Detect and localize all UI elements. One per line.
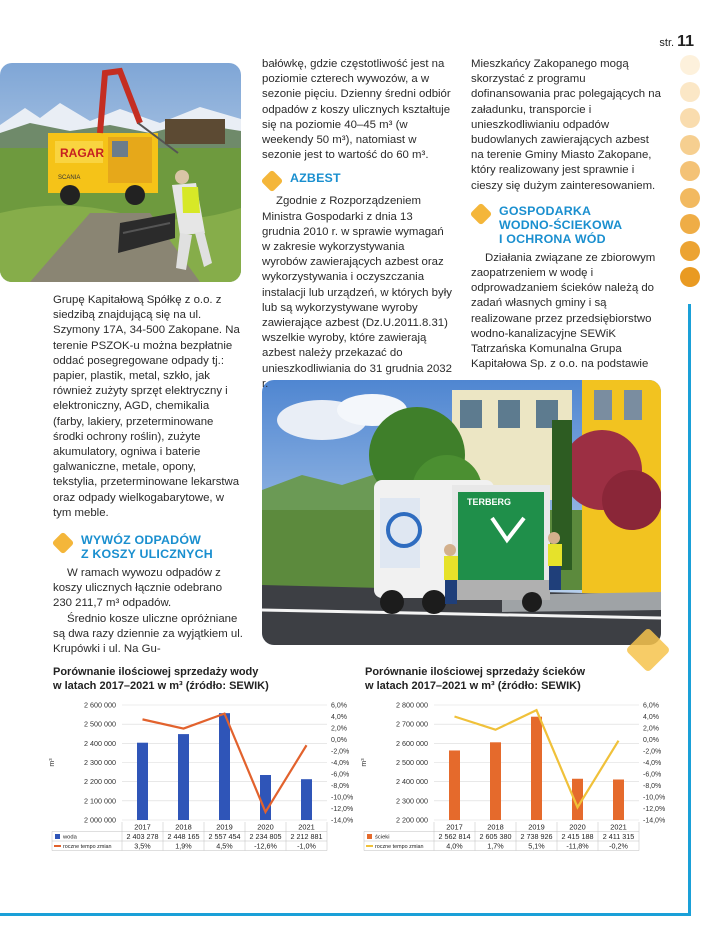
chart-water-title-line2: w latach 2017–2021 w m³ (źródło: SEWIK): [53, 680, 269, 692]
y-tick-label: 2 200 000: [396, 815, 428, 825]
x-tick-label: 2019: [528, 822, 545, 832]
line-value-label: 3,5%: [134, 841, 151, 851]
heading-water-line1: GOSPODARKA: [499, 203, 592, 218]
y2-tick-label: 2,0%: [643, 725, 659, 733]
bar-value-label: 2 605 380: [479, 832, 512, 841]
y2-tick-label: -8,0%: [643, 783, 662, 790]
bar: [613, 779, 624, 820]
diamond-icon: [261, 170, 284, 193]
y2-tick-label: -10,0%: [643, 794, 666, 802]
line-value-label: 5,1%: [528, 841, 545, 851]
line-value-label: -0,2%: [609, 841, 628, 851]
y2-tick-label: -4,0%: [331, 760, 350, 767]
decorative-dot: [680, 188, 700, 208]
y2-tick-label: -12,0%: [331, 806, 354, 813]
y2-tick-label: -4,0%: [643, 760, 662, 767]
y2-tick-label: 2,0%: [331, 725, 347, 733]
y-axis-label: m³: [361, 758, 368, 767]
heading-street-bins: [53, 533, 243, 561]
bar-value-label: 2 557 454: [208, 832, 241, 841]
legend-label-line: roczne tempo zmian: [63, 844, 112, 851]
y-tick-label: 2 600 000: [396, 738, 428, 748]
bar: [449, 750, 460, 820]
col1-paragraph-1: Grupę Kapitałową Spółkę z o.o. z siedzibą znajdującą się na ul. Szymony 17A, 34-500 Zakopane. Na terenie PSZOK-u można bezpłatnie oddać posegregowane odpady tj.: papier, plastik, metal, szkło, jak również zużyty sprzęt elektryczny i elektroniczny, AGD, chemikalia (farby, lakiery, przeterminowane środki ochrony roślin), zużyte akumulatory, ogniwa i baterie galwaniczne, metale, opony, tekstylia, przeterminowane lekarstwa oraz odpady wielkogabarytowe, w tym meble.: [53, 294, 240, 519]
x-tick-label: 2021: [610, 822, 627, 832]
line-value-label: -1,0%: [297, 841, 316, 851]
bar: [219, 713, 230, 820]
bar-value-label: 2 212 881: [290, 832, 323, 841]
garbage-truck-photo: [262, 380, 661, 645]
ragar-text: RAGAR: [60, 146, 104, 160]
heading-water-line2: WODNO-ŚCIEKOWA: [499, 217, 623, 232]
y2-tick-label: -12,0%: [643, 806, 666, 813]
x-tick-label: 2018: [487, 822, 504, 832]
x-tick-label: 2017: [446, 822, 463, 832]
column-2: [262, 57, 452, 392]
line-value-label: 1,7%: [487, 841, 504, 851]
chart-sewage-title: [365, 665, 585, 693]
line-value-label: -11,8%: [566, 841, 589, 851]
line-value-label: -12,6%: [254, 841, 277, 851]
bar: [301, 779, 312, 820]
chart-sewage-title-line1: Porównanie ilościowej sprzedaży ścieków: [365, 666, 586, 678]
chart-sewage-title-line2: w latach 2017–2021 w m³ (źródło: SEWIK): [365, 680, 581, 692]
y2-tick-label: -14,0%: [643, 817, 666, 825]
x-tick-label: 2020: [257, 822, 274, 832]
y2-tick-label: 0,0%: [331, 737, 347, 744]
y2-tick-label: -2,0%: [643, 748, 662, 756]
bar: [137, 743, 148, 820]
chart-water: [40, 697, 365, 857]
decorative-dot: [680, 108, 700, 128]
x-tick-label: 2017: [134, 822, 151, 832]
y-tick-label: 2 300 000: [84, 758, 116, 767]
heading-street-bins-line2: Z KOSZY ULICZNYCH: [81, 547, 213, 562]
col3-paragraph-2: Działania związane ze zbiorowym zaopatrzeniem w wodę i odprowadzaniem ścieków należą do zadań własnych gminy i są realizowane przez przedsiębiorstwo wodno-kanalizacyjne SEWiK Tatrzańska Komunalna Grupa Kapitałowa Sp. z o.o. na podstawie: [471, 251, 656, 371]
y2-tick-label: 4,0%: [331, 714, 347, 721]
chart-water-title-line1: Porównanie ilościowej sprzedaży wody: [53, 666, 259, 678]
decorative-dot: [680, 135, 700, 155]
y-tick-label: 2 700 000: [396, 719, 428, 729]
accent-line-bottom: [0, 913, 691, 916]
y2-tick-label: 4,0%: [643, 714, 659, 721]
y2-tick-label: -2,0%: [331, 748, 350, 756]
y2-tick-label: -10,0%: [331, 794, 354, 802]
col2-paragraph-1: bałówkę, gdzie częstotliwość jest na poziomie czterech wywozów, a w sezonie pięciu. Dzienny średni odbiór odpadów z koszy ulicznych kształtuje się na poziomie 40–45 m³ (w weekendy 50 m³), natomiast w sezonie jest to wartość do 60 m³.: [262, 58, 451, 162]
y-tick-label: 2 500 000: [396, 758, 428, 767]
x-tick-label: 2021: [298, 822, 315, 832]
chart-water-title: [53, 665, 269, 693]
y-tick-label: 2 600 000: [84, 700, 116, 710]
y-tick-label: 2 400 000: [396, 777, 428, 787]
heading-asbestos-text: AZBEST: [290, 171, 341, 186]
y-axis-label: m³: [49, 758, 56, 767]
bar-value-label: 2 738 926: [520, 832, 553, 841]
decorative-dot: [680, 55, 700, 75]
y2-tick-label: -8,0%: [331, 783, 350, 790]
heading-water-line3: I OCHRONA WÓD: [499, 231, 606, 246]
y-tick-label: 2 100 000: [84, 796, 116, 806]
decorative-dot: [680, 82, 700, 102]
y-tick-label: 2 300 000: [396, 796, 428, 806]
decorative-dot: [680, 161, 700, 181]
legend-swatch-bar: [367, 834, 372, 839]
diamond-icon: [470, 203, 493, 226]
y-tick-label: 2 800 000: [396, 700, 428, 710]
line-value-label: 1,9%: [175, 841, 192, 851]
decorative-dot: [680, 214, 700, 234]
column-3: [471, 57, 661, 372]
y2-tick-label: -6,0%: [331, 771, 350, 779]
col1-paragraph-3: Średnio kosze uliczne opróżniane są dwa razy dziennie za wyjątkiem ul. Krupówki i ul. Na Gu-: [53, 612, 243, 656]
bar-value-label: 2 448 165: [167, 832, 200, 841]
x-tick-label: 2019: [216, 822, 233, 832]
decorative-dot: [680, 241, 700, 261]
bar-value-label: 2 562 814: [438, 832, 471, 841]
page-prefix: str.: [659, 37, 675, 49]
decorative-dots: [680, 55, 700, 294]
heading-asbestos: [262, 171, 452, 189]
y-tick-label: 2 000 000: [84, 815, 116, 825]
heading-water-management: [471, 204, 661, 246]
legend-swatch-bar: [55, 834, 60, 839]
legend-label-bar: ścieki: [375, 834, 390, 841]
decorative-dot: [680, 267, 700, 287]
scania-text: SCANIA: [58, 175, 81, 181]
col2-paragraph-2: Zgodnie z Rozporządzeniem Ministra Gospodarki z dnia 13 grudnia 2010 r. w sprawie wymagań w zakresie wykorzystywania wyrobów zawierających azbest oraz wykorzystywania i oczyszczania instalacji lub urządzeń, w których były lub są wykorzystywane wyroby zawierające azbest (Dz.U.2011.8.31) wszelkie wyroby, które zawierają azbest należy przekazać do unieszkodliwiania do 31 grudnia 2032 r.: [262, 195, 452, 390]
y2-tick-label: -6,0%: [643, 771, 662, 779]
page-number: [659, 33, 694, 51]
chart-sewage: [352, 697, 677, 857]
bar: [178, 734, 189, 820]
bar-value-label: 2 403 278: [126, 832, 159, 841]
diamond-icon: [52, 532, 75, 555]
col3-paragraph-1: Mieszkańcy Zakopanego mogą skorzystać z programu dofinansowania prac polegających na załadunku, transporcie i unieszkodliwianiu odpadów budowlanych zawierających azbest na terenie Gminy Miasto Zakopane, który realizowany jest sprawnie i cieszy się dużym zainteresowaniem.: [471, 58, 661, 192]
page-number-value: 11: [677, 33, 694, 50]
bar-value-label: 2 234 805: [249, 832, 282, 841]
decorative-diamond: [620, 622, 676, 678]
column-1: [53, 293, 243, 657]
y2-tick-label: 6,0%: [643, 702, 659, 710]
legend-label-bar: woda: [63, 834, 77, 841]
crane-truck-photo: [0, 63, 241, 282]
x-tick-label: 2020: [569, 822, 586, 832]
y2-tick-label: -14,0%: [331, 817, 354, 825]
accent-line-right: [688, 304, 691, 916]
line-value-label: 4,5%: [216, 841, 233, 851]
bar-value-label: 2 411 315: [602, 832, 635, 841]
col1-paragraph-2: W ramach wywozu odpadów z koszy ulicznych łącznie odebrano 230 211,7 m³ odpadów.: [53, 567, 223, 610]
y2-tick-label: 0,0%: [643, 737, 659, 744]
terberg-text: TERBERG: [467, 497, 512, 507]
x-tick-label: 2018: [175, 822, 192, 832]
line-value-label: 4,0%: [446, 841, 463, 851]
y-tick-label: 2 400 000: [84, 738, 116, 748]
y-tick-label: 2 200 000: [84, 777, 116, 787]
legend-label-line: roczne tempo zmian: [375, 844, 424, 851]
bar: [531, 717, 542, 820]
bar-value-label: 2 415 188: [561, 832, 594, 841]
bar: [490, 742, 501, 820]
y-tick-label: 2 500 000: [84, 719, 116, 729]
y2-tick-label: 6,0%: [331, 702, 347, 710]
heading-street-bins-line1: WYWÓZ ODPADÓW: [81, 533, 202, 548]
